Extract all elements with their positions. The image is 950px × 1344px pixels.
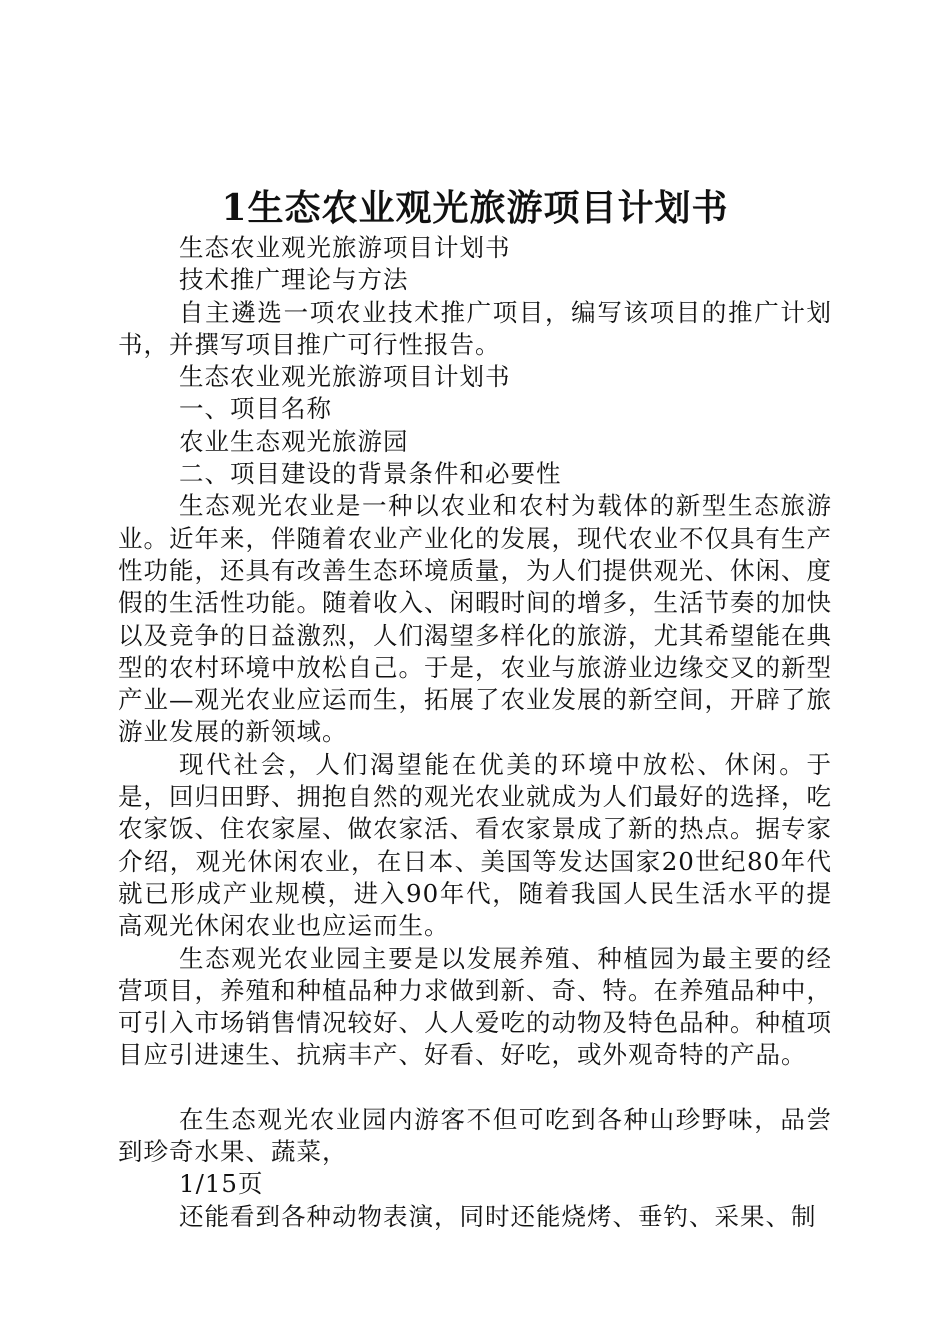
paragraph: 现代社会，人们渴望能在优美的环境中放松、休闲。于是，回归田野、拥抱自然的观光农业就成为人们最好的选择，吃农家饭、住农家屋、做农家活、看农家景成了新的热点。据专家介绍，观光休闲农业，在日本、美国等发达国家20世纪80年代就已形成产业规模，进入90年代，随着我国人民生活水平的提高观光休闲农业也应运而生。: [118, 749, 832, 941]
paragraph: 生态观光农业是一种以农业和农村为载体的新型生态旅游业。近年来，伴随着农业产业化的发展，现代农业不仅具有生产性功能，还具有改善生态环境质量，为人们提供观光、休闲、度假的生活性功能。随着收入、闲暇时间的增多，生活节奏的加快以及竞争的日益激烈，人们渴望多样化的旅游，尤其希望能在典型的农村环境中放松自己。于是，农业与旅游业边缘交叉的新型产业—观光农业应运而生，拓展了农业发展的新空间，开辟了旅游业发展的新领域。: [118, 491, 832, 747]
paragraph: 生态农业观光旅游项目计划书: [179, 362, 511, 392]
paragraph: 在生态观光农业园内游客不但可吃到各种山珍野味，品尝到珍奇水果、蔬菜，: [118, 1104, 832, 1167]
section-heading: 一、项目名称: [179, 394, 332, 424]
paragraph: 农业生态观光旅游园: [179, 426, 409, 456]
document-body: [118, 232, 832, 1233]
document-title: 1生态农业观光旅游项目计划书: [221, 187, 729, 229]
paragraph: 生态观光农业园主要是以发展养殖、种植园为最主要的经营项目，养殖和种植品种力求做到新、奇、特。在养殖品种中，可引入市场销售情况较好、人人爱吃的动物及特色品种。种植项目应引进速生、抗病丰产、好看、好吃，或外观奇特的产品。: [118, 943, 832, 1070]
paragraph: 生态农业观光旅游项目计划书: [179, 233, 511, 262]
section-heading: 二、项目建设的背景条件和必要性: [179, 459, 562, 489]
paragraph: 还能看到各种动物表演，同时还能烧烤、垂钓、采果、制: [179, 1201, 817, 1231]
paragraph: 自主遴选一项农业技术推广项目，编写该项目的推广计划书，并撰写项目推广可行性报告。: [118, 297, 832, 359]
page-number: 1/15页: [179, 1169, 264, 1199]
paragraph: 技术推广理论与方法: [179, 265, 409, 295]
